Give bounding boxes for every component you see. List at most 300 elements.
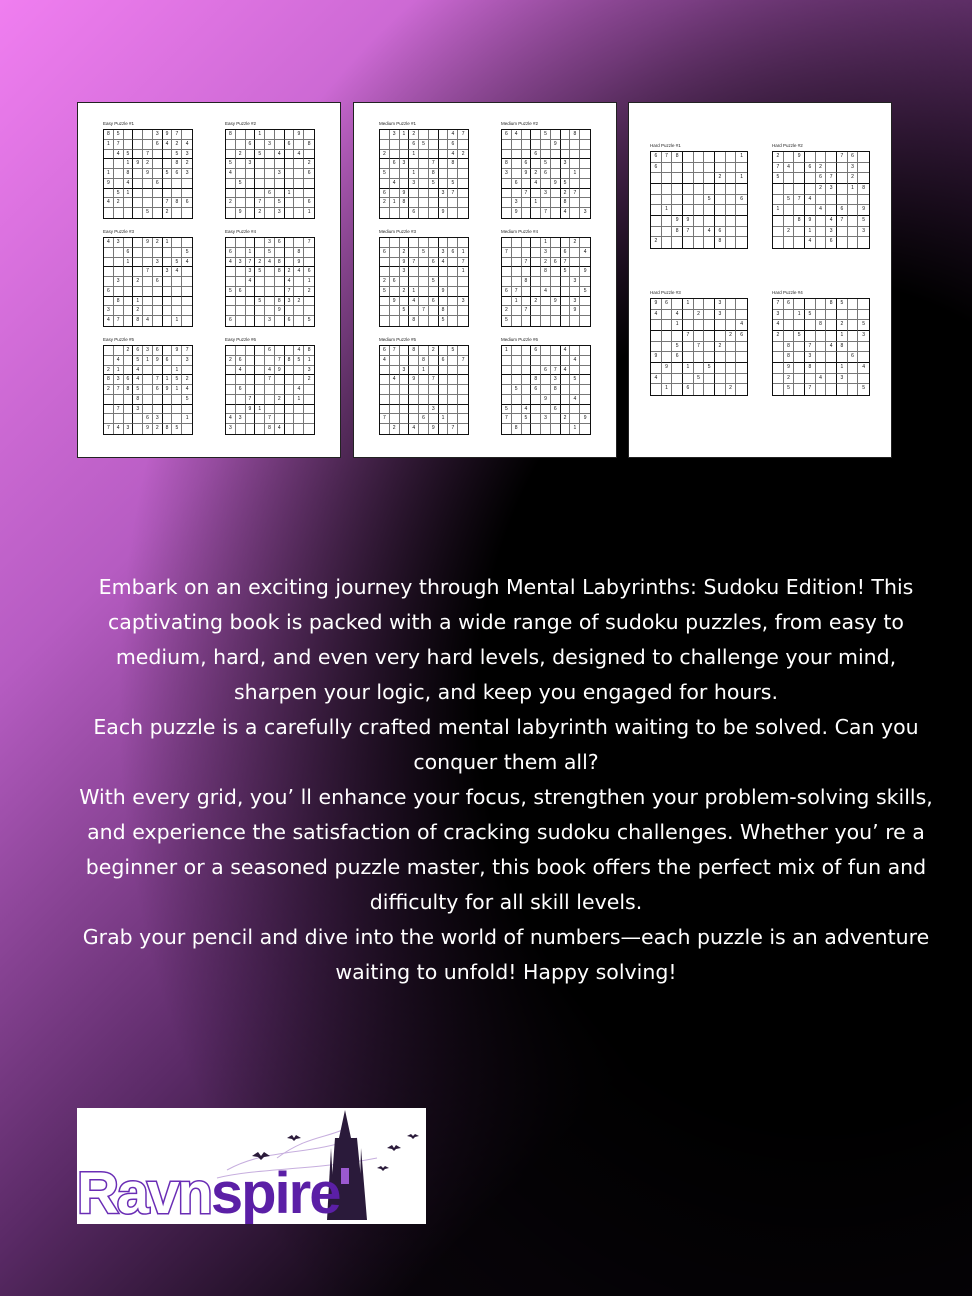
- sudoku-cell: [255, 159, 265, 169]
- sudoku-cell: [541, 277, 551, 287]
- sudoku-cell: 1: [805, 227, 816, 238]
- sudoku-cell: [429, 150, 439, 160]
- sudoku-cell: 2: [226, 356, 236, 366]
- sudoku-cell: [124, 238, 134, 248]
- sudoku-cell: [419, 208, 429, 218]
- sudoku-cell: 8: [409, 346, 419, 356]
- sudoku-cell: [448, 287, 458, 297]
- sudoku-cell: [163, 287, 173, 297]
- sudoku-cell: [570, 385, 580, 395]
- sudoku-cell: 7: [826, 173, 837, 184]
- sudoku-cell: 5: [380, 287, 390, 297]
- sudoku-cell: 2: [531, 169, 541, 179]
- sudoku-cell: [694, 363, 705, 374]
- sudoku-cell: [133, 414, 143, 424]
- sudoku-cell: 2: [275, 395, 285, 405]
- sudoku-cell: 8: [531, 375, 541, 385]
- sudoku-cell: [551, 356, 561, 366]
- sudoku-cell: [143, 405, 153, 415]
- sudoku-cell: 4: [380, 356, 390, 366]
- sudoku-cell: [458, 238, 468, 248]
- sudoku-cell: [448, 198, 458, 208]
- sudoku-cell: [848, 299, 859, 310]
- sudoku-cell: 7: [429, 375, 439, 385]
- sudoku-cell: [580, 198, 590, 208]
- sudoku-cell: [294, 159, 304, 169]
- sudoku-cell: 3: [551, 375, 561, 385]
- sudoku-cell: [255, 306, 265, 316]
- sudoku-cell: [662, 342, 673, 353]
- sudoku-cell: [236, 316, 246, 326]
- sudoku-cell: 4: [294, 346, 304, 356]
- sudoku-cell: [285, 258, 295, 268]
- sudoku-cell: [163, 258, 173, 268]
- sudoku-cell: [236, 306, 246, 316]
- sudoku-cell: 6: [236, 356, 246, 366]
- sudoku-cell: [726, 173, 737, 184]
- sudoku-cell: [570, 405, 580, 415]
- sudoku-grid: [379, 345, 469, 435]
- sudoku-cell: [715, 163, 726, 174]
- sudoku-cell: [773, 384, 784, 395]
- sudoku-cell: [794, 342, 805, 353]
- sudoku-cell: [163, 316, 173, 326]
- sudoku-cell: 4: [124, 179, 134, 189]
- sudoku-cell: 4: [805, 195, 816, 206]
- sudoku-cell: 4: [294, 267, 304, 277]
- sudoku-cell: [805, 320, 816, 331]
- sudoku-cell: 3: [541, 414, 551, 424]
- sudoku-cell: [561, 169, 571, 179]
- sudoku-cell: [683, 173, 694, 184]
- sudoku-cell: 4: [522, 405, 532, 415]
- sudoku-cell: [133, 189, 143, 199]
- sudoku-cell: [294, 424, 304, 434]
- sudoku-cell: [522, 375, 532, 385]
- sudoku-cell: [651, 216, 662, 227]
- sudoku-cell: [683, 205, 694, 216]
- sudoku-cell: 6: [304, 169, 314, 179]
- sudoku-cell: [570, 258, 580, 268]
- sudoku-cell: 5: [172, 424, 182, 434]
- sudoku-cell: 2: [784, 374, 795, 385]
- sudoku-cell: [275, 140, 285, 150]
- sudoku-cell: 3: [512, 198, 522, 208]
- sudoku-cell: 7: [561, 258, 571, 268]
- sudoku-cell: [794, 352, 805, 363]
- sudoku-cell: 9: [104, 179, 114, 189]
- sudoku-cell: [294, 238, 304, 248]
- sudoku-cell: [104, 346, 114, 356]
- sudoku-cell: [409, 248, 419, 258]
- puzzle-title: Medium Puzzle #2: [501, 121, 539, 126]
- sudoku-cell: 3: [826, 184, 837, 195]
- sudoku-cell: [512, 346, 522, 356]
- sudoku-cell: [409, 238, 419, 248]
- sudoku-cell: [304, 414, 314, 424]
- sudoku-cell: 6: [502, 287, 512, 297]
- sudoku-cell: [848, 227, 859, 238]
- sudoku-cell: [773, 216, 784, 227]
- sudoku-cell: [390, 258, 400, 268]
- sudoku-cell: [133, 424, 143, 434]
- sudoku-cell: 3: [153, 258, 163, 268]
- sudoku-cell: [672, 384, 683, 395]
- sudoku-cell: [837, 352, 848, 363]
- sudoku-cell: 2: [104, 366, 114, 376]
- sudoku-cell: [226, 189, 236, 199]
- sudoku-cell: [736, 374, 747, 385]
- sudoku-cell: 1: [736, 152, 747, 163]
- sudoku-cell: [672, 195, 683, 206]
- sudoku-cell: 7: [390, 346, 400, 356]
- sudoku-cell: [522, 150, 532, 160]
- sudoku-cell: 2: [458, 150, 468, 160]
- sudoku-cell: [143, 297, 153, 307]
- sudoku-cell: [419, 316, 429, 326]
- sudoku-cell: [380, 306, 390, 316]
- sudoku-cell: [294, 405, 304, 415]
- sudoku-cell: 6: [662, 299, 673, 310]
- sudoku-cell: [182, 130, 192, 140]
- sudoku-cell: 1: [163, 375, 173, 385]
- sudoku-grid: [501, 345, 591, 435]
- sudoku-cell: 2: [502, 306, 512, 316]
- sudoku-cell: [502, 179, 512, 189]
- sudoku-cell: 1: [124, 159, 134, 169]
- sudoku-cell: 3: [773, 310, 784, 321]
- sudoku-cell: [561, 150, 571, 160]
- sudoku-cell: [672, 184, 683, 195]
- sudoku-cell: [458, 140, 468, 150]
- sudoku-cell: 9: [662, 363, 673, 374]
- sudoku-cell: [651, 331, 662, 342]
- sudoku-cell: 5: [858, 216, 869, 227]
- sudoku-cell: [143, 385, 153, 395]
- sudoku-cell: 2: [570, 238, 580, 248]
- sudoku-cell: [502, 375, 512, 385]
- sudoku-cell: 4: [182, 140, 192, 150]
- sudoku-cell: [837, 173, 848, 184]
- sudoku-cell: 5: [570, 375, 580, 385]
- sudoku-cell: [226, 238, 236, 248]
- sudoku-cell: [662, 227, 673, 238]
- sudoku-cell: 8: [826, 299, 837, 310]
- sudoku-cell: [172, 356, 182, 366]
- sudoku-cell: [826, 310, 837, 321]
- sudoku-cell: 9: [409, 375, 419, 385]
- sudoku-cell: [580, 306, 590, 316]
- sudoku-cell: 6: [816, 173, 827, 184]
- sudoku-cell: 5: [512, 385, 522, 395]
- sudoku-cell: [439, 395, 449, 405]
- sudoku-cell: [794, 374, 805, 385]
- medium-puzzles-preview-page: [353, 102, 617, 458]
- sudoku-cell: [522, 287, 532, 297]
- sudoku-cell: [409, 306, 419, 316]
- sudoku-cell: [226, 366, 236, 376]
- sudoku-cell: 9: [143, 238, 153, 248]
- sudoku-cell: [285, 385, 295, 395]
- sudoku-cell: [380, 140, 390, 150]
- sudoku-cell: [246, 287, 256, 297]
- sudoku-cell: [429, 287, 439, 297]
- sudoku-cell: 3: [182, 356, 192, 366]
- sudoku-cell: [439, 277, 449, 287]
- sudoku-cell: [580, 316, 590, 326]
- sudoku-cell: [390, 267, 400, 277]
- sudoku-cell: [561, 287, 571, 297]
- sudoku-cell: 9: [294, 130, 304, 140]
- sudoku-cell: [114, 395, 124, 405]
- sudoku-cell: [541, 375, 551, 385]
- sudoku-cell: 1: [400, 130, 410, 140]
- sudoku-cell: [409, 356, 419, 366]
- sudoku-cell: [848, 363, 859, 374]
- sudoku-cell: [458, 198, 468, 208]
- sudoku-cell: [541, 198, 551, 208]
- sudoku-cell: 9: [236, 208, 246, 218]
- sudoku-cell: [400, 150, 410, 160]
- sudoku-cell: [502, 356, 512, 366]
- sudoku-cell: [541, 346, 551, 356]
- sudoku-grid: [501, 129, 591, 219]
- sudoku-cell: [226, 277, 236, 287]
- sudoku-cell: [858, 352, 869, 363]
- sudoku-cell: [805, 374, 816, 385]
- sudoku-cell: [429, 267, 439, 277]
- sudoku-cell: [651, 342, 662, 353]
- sudoku-cell: 3: [226, 424, 236, 434]
- sudoku-cell: [380, 267, 390, 277]
- sudoku-cell: [570, 150, 580, 160]
- sudoku-cell: [570, 159, 580, 169]
- sudoku-cell: [124, 130, 134, 140]
- sudoku-cell: [672, 363, 683, 374]
- puzzle-title: Medium Puzzle #6: [501, 337, 539, 342]
- sudoku-cell: 9: [439, 208, 449, 218]
- sudoku-cell: [715, 352, 726, 363]
- sudoku-cell: 7: [182, 346, 192, 356]
- sudoku-cell: [104, 356, 114, 366]
- sudoku-cell: 3: [583, 209, 587, 216]
- sudoku-cell: [448, 258, 458, 268]
- sudoku-cell: [236, 159, 246, 169]
- sudoku-cell: 7: [143, 150, 153, 160]
- sudoku-cell: [580, 140, 590, 150]
- sudoku-cell: [694, 163, 705, 174]
- sudoku-cell: [246, 385, 256, 395]
- sudoku-cell: [236, 405, 246, 415]
- sudoku-cell: [182, 277, 192, 287]
- sudoku-cell: [255, 395, 265, 405]
- sudoku-cell: [794, 227, 805, 238]
- sudoku-cell: [380, 297, 390, 307]
- sudoku-cell: [541, 179, 551, 189]
- sudoku-cell: [163, 395, 173, 405]
- sudoku-cell: 6: [390, 159, 400, 169]
- sudoku-cell: 4: [736, 320, 747, 331]
- sudoku-cell: [390, 189, 400, 199]
- sudoku-cell: 1: [246, 248, 256, 258]
- sudoku-cell: [285, 169, 295, 179]
- sudoku-cell: [409, 159, 419, 169]
- sudoku-cell: 2: [561, 414, 571, 424]
- sudoku-cell: 8: [275, 267, 285, 277]
- sudoku-cell: 6: [226, 248, 236, 258]
- sudoku-cell: [380, 258, 390, 268]
- sudoku-cell: 8: [816, 320, 827, 331]
- sudoku-cell: [672, 374, 683, 385]
- sudoku-cell: 2: [816, 184, 827, 195]
- sudoku-cell: [848, 237, 859, 248]
- sudoku-cell: [246, 356, 256, 366]
- sudoku-cell: 7: [512, 287, 522, 297]
- sudoku-cell: 8: [226, 130, 236, 140]
- sudoku-cell: 8: [124, 385, 134, 395]
- sudoku-cell: [265, 169, 275, 179]
- sudoku-cell: [294, 140, 304, 150]
- sudoku-cell: 2: [816, 163, 827, 174]
- sudoku-cell: 4: [805, 237, 816, 248]
- sudoku-cell: [704, 310, 715, 321]
- sudoku-cell: 9: [172, 346, 182, 356]
- sudoku-grid: [379, 129, 469, 219]
- sudoku-cell: [226, 395, 236, 405]
- sudoku-cell: 6: [153, 346, 163, 356]
- sudoku-cell: 7: [409, 258, 419, 268]
- sudoku-cell: [662, 163, 673, 174]
- sudoku-cell: [794, 299, 805, 310]
- sudoku-cell: [826, 384, 837, 395]
- sudoku-cell: 3: [400, 366, 410, 376]
- sudoku-cell: [826, 374, 837, 385]
- sudoku-cell: [794, 163, 805, 174]
- sudoku-cell: [805, 152, 816, 163]
- puzzle-title: Hard Puzzle #4: [772, 290, 803, 295]
- puzzle-title: Medium Puzzle #5: [379, 337, 417, 342]
- sudoku-cell: 5: [172, 150, 182, 160]
- sudoku-cell: [143, 189, 153, 199]
- sudoku-cell: 6: [153, 179, 163, 189]
- sudoku-cell: [275, 346, 285, 356]
- sudoku-cell: [448, 297, 458, 307]
- sudoku-cell: [551, 306, 561, 316]
- sudoku-cell: [380, 159, 390, 169]
- sudoku-cell: 6: [826, 237, 837, 248]
- sudoku-cell: [502, 395, 512, 405]
- sudoku-cell: 6: [380, 248, 390, 258]
- sudoku-cell: [458, 277, 468, 287]
- sudoku-cell: [448, 375, 458, 385]
- sudoku-cell: [551, 346, 561, 356]
- sudoku-cell: [285, 395, 295, 405]
- sudoku-cell: [570, 140, 580, 150]
- sudoku-cell: 1: [172, 316, 182, 326]
- sudoku-cell: 7: [114, 405, 124, 415]
- sudoku-cell: [265, 277, 275, 287]
- sudoku-cell: [662, 173, 673, 184]
- sudoku-cell: [458, 316, 468, 326]
- sudoku-cell: [784, 152, 795, 163]
- sudoku-cell: [419, 375, 429, 385]
- sudoku-cell: [409, 366, 419, 376]
- sudoku-cell: 6: [715, 227, 726, 238]
- sudoku-cell: [265, 208, 275, 218]
- sudoku-cell: 1: [124, 189, 134, 199]
- sudoku-cell: [390, 316, 400, 326]
- sudoku-cell: [784, 310, 795, 321]
- sudoku-cell: [172, 179, 182, 189]
- sudoku-grid: [650, 298, 748, 396]
- sudoku-cell: [512, 306, 522, 316]
- sudoku-cell: [124, 356, 134, 366]
- sudoku-cell: 4: [114, 150, 124, 160]
- sudoku-cell: [265, 130, 275, 140]
- sudoku-cell: 3: [805, 352, 816, 363]
- sudoku-cell: [837, 310, 848, 321]
- sudoku-cell: [285, 208, 295, 218]
- sudoku-cell: 5: [114, 189, 124, 199]
- sudoku-cell: [704, 352, 715, 363]
- sudoku-cell: 2: [400, 287, 410, 297]
- sudoku-cell: 3: [400, 159, 410, 169]
- sudoku-cell: [419, 258, 429, 268]
- sudoku-cell: [104, 297, 114, 307]
- sudoku-cell: [651, 173, 662, 184]
- sudoku-cell: 7: [502, 248, 512, 258]
- sudoku-cell: [837, 195, 848, 206]
- sudoku-cell: 6: [124, 375, 134, 385]
- sudoku-cell: [124, 316, 134, 326]
- sudoku-cell: [715, 331, 726, 342]
- sudoku-cell: 8: [172, 198, 182, 208]
- sudoku-cell: [522, 346, 532, 356]
- sudoku-cell: 6: [651, 163, 662, 174]
- sudoku-cell: 9: [570, 306, 580, 316]
- sudoku-cell: [551, 267, 561, 277]
- sudoku-cell: [255, 375, 265, 385]
- sudoku-cell: 3: [236, 258, 246, 268]
- sudoku-cell: [522, 395, 532, 405]
- sudoku-cell: [805, 299, 816, 310]
- sudoku-cell: [133, 130, 143, 140]
- sudoku-cell: 7: [246, 258, 256, 268]
- sudoku-cell: 8: [285, 356, 295, 366]
- sudoku-cell: 9: [163, 130, 173, 140]
- sudoku-cell: [726, 310, 737, 321]
- sudoku-cell: [726, 352, 737, 363]
- sudoku-cell: [672, 173, 683, 184]
- sudoku-cell: 3: [153, 130, 163, 140]
- sudoku-cell: 3: [124, 424, 134, 434]
- sudoku-cell: [390, 395, 400, 405]
- sudoku-cell: 5: [805, 310, 816, 321]
- sudoku-cell: [124, 366, 134, 376]
- sudoku-cell: [522, 424, 532, 434]
- sudoku-cell: [400, 316, 410, 326]
- sudoku-cell: [255, 179, 265, 189]
- sudoku-cell: [522, 208, 532, 218]
- sudoku-cell: [419, 405, 429, 415]
- sudoku-cell: 2: [651, 237, 662, 248]
- sudoku-cell: [561, 424, 571, 434]
- sudoku-cell: 1: [104, 140, 114, 150]
- sudoku-cell: [236, 198, 246, 208]
- sudoku-cell: [172, 297, 182, 307]
- sudoku-cell: [163, 179, 173, 189]
- sudoku-cell: [773, 195, 784, 206]
